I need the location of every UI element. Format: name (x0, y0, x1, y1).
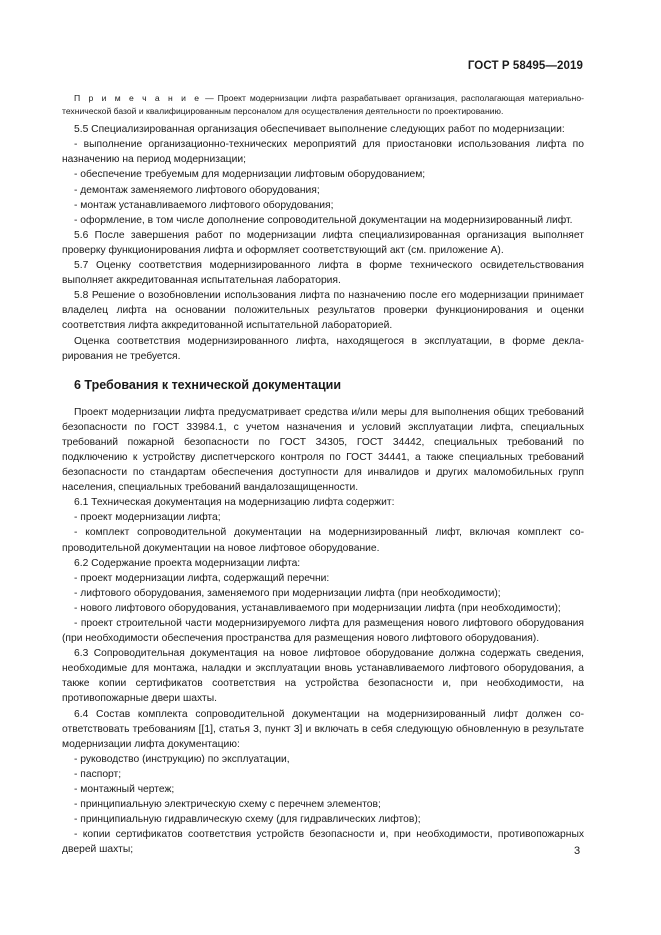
standard-header: ГОСТ Р 58495—2019 (467, 60, 583, 72)
list-item: - демонтаж заменяемого лифтового оборудования; (74, 184, 320, 196)
list-item: - проект строительной части модернизируемого лифта для размещения нового лифтового оборудования (при необходимости обеспечения пространства для размещения нового лифтового оборудования). (62, 618, 584, 645)
note-label: П р и м е ч а н и е (74, 93, 202, 103)
paragraph-5-8: 5.8 Решение о возобновлении использования лифта по назначению после его модернизации принимает владелец лифта на основании положительных результатов проверки функционирования и оценки соответствия лифта аккредитованной испытательной лабораторией. (62, 290, 584, 332)
list-item: - нового лифтового оборудования, устанавливаемого при модернизации лифта (при необходимости); (74, 602, 561, 614)
list-item: - проект модернизации лифта, содержащий перечни: (74, 572, 330, 584)
paragraph-5-7: 5.7 Оценку соответствия модернизированного лифта в форме технического освидетельствования выполняет аккредитованная испытательная лаборатория. (62, 260, 584, 287)
paragraph-6-2: 6.2 Содержание проекта модернизации лифта: (74, 557, 301, 569)
paragraph-6-4: 6.4 Состав комплекта сопроводительной документации на модернизированный лифт должен соответствовать требованиям [[1], статья 3, пункт 3] и включать в себя следующую обновленную в результате модернизации лифта документацию: (62, 708, 584, 750)
list-item: - руководство (инструкцию) по эксплуатации, (74, 753, 290, 765)
list-item: - комплект сопроводительной документации на модернизированный лифт, включая комплект сопроводительной документации на новое лифтовое оборудование. (62, 527, 584, 554)
list-item: - проект модернизации лифта; (74, 512, 221, 524)
paragraph-6-1: 6.1 Техническая документация на модернизацию лифта содержит: (74, 497, 395, 509)
list-item: - монтаж устанавливаемого лифтового оборудования; (74, 199, 334, 211)
paragraph-5-5: 5.5 Специализированная организация обеспечивает выполнение следующих работ по модернизации: (74, 124, 565, 136)
section-6-title: 6 Требования к технической документации (74, 377, 342, 392)
page-number: 3 (574, 845, 581, 857)
list-item: - копии сертификатов соответствия устройств безопасности и, при необходимости, противопожарных дверей шахты; (62, 829, 584, 856)
list-item: - оформление, в том числе дополнение сопроводительной документации на модернизированный лифт. (74, 214, 573, 226)
list-item: - лифтового оборудования, заменяемого при модернизации лифта (при необходимости); (74, 587, 501, 599)
paragraph-6-3: 6.3 Сопроводительная документация на новое лифтовое оборудование должна содержать сведения, необходимые для монтажа, наладки и эксплуатации вновь устанавливаемого лифтового оборудования, а также копии сертификатов соответствия на устройства безопасности и, при необходимости, на противопожарные двери шахты. (62, 648, 584, 705)
page-content (62, 92, 584, 858)
note-text: — Проект модернизации лифта разрабатывает организация, располагающая материально-технической базой и квалифицированным персоналом для осуществления деятельности по проектированию. (62, 93, 584, 116)
paragraph-5-8-declaration: Оценка соответствия модернизированного лифта, находящегося в эксплуатации, в форме декларирования не требуется. (62, 335, 584, 362)
paragraph-5-6: 5.6 После завершения работ по модернизации лифта специализированная организация выполняет проверку функционирования лифта и оформляет соответствующий акт (см. приложение А). (62, 229, 584, 256)
list-item: - принципиальную электрическую схему с перечнем элементов; (74, 799, 381, 811)
list-item: - паспорт; (74, 768, 122, 780)
list-item: - обеспечение требуемым для модернизации лифтовым оборудованием; (74, 169, 426, 181)
paragraph-6-intro: Проект модернизации лифта предусматривает средства и/или меры для выполнения общих требований безопасности по ГОСТ 33984.1, с учетом назначения и условий эксплуатации лифта, специальных требований пожарной безопасности по ГОСТ 34305, ГОСТ 34442, специальных требований по подключению к устройству диспетчерского контроля по ГОСТ 34441, а также специальных требований безопасности по стандартам обеспечения доступности для инвалидов и других маломобильных групп населения, специальных требований вандалозащищенности. (62, 406, 584, 494)
list-item: - выполнение организационно-технических мероприятий для приостановки использования лифта по назначению на период модернизации; (62, 139, 584, 166)
list-item: - принципиальную гидравлическую схему (для гидравлических лифтов); (74, 814, 421, 826)
list-item: - монтажный чертеж; (74, 784, 175, 796)
note-paragraph (62, 92, 584, 117)
